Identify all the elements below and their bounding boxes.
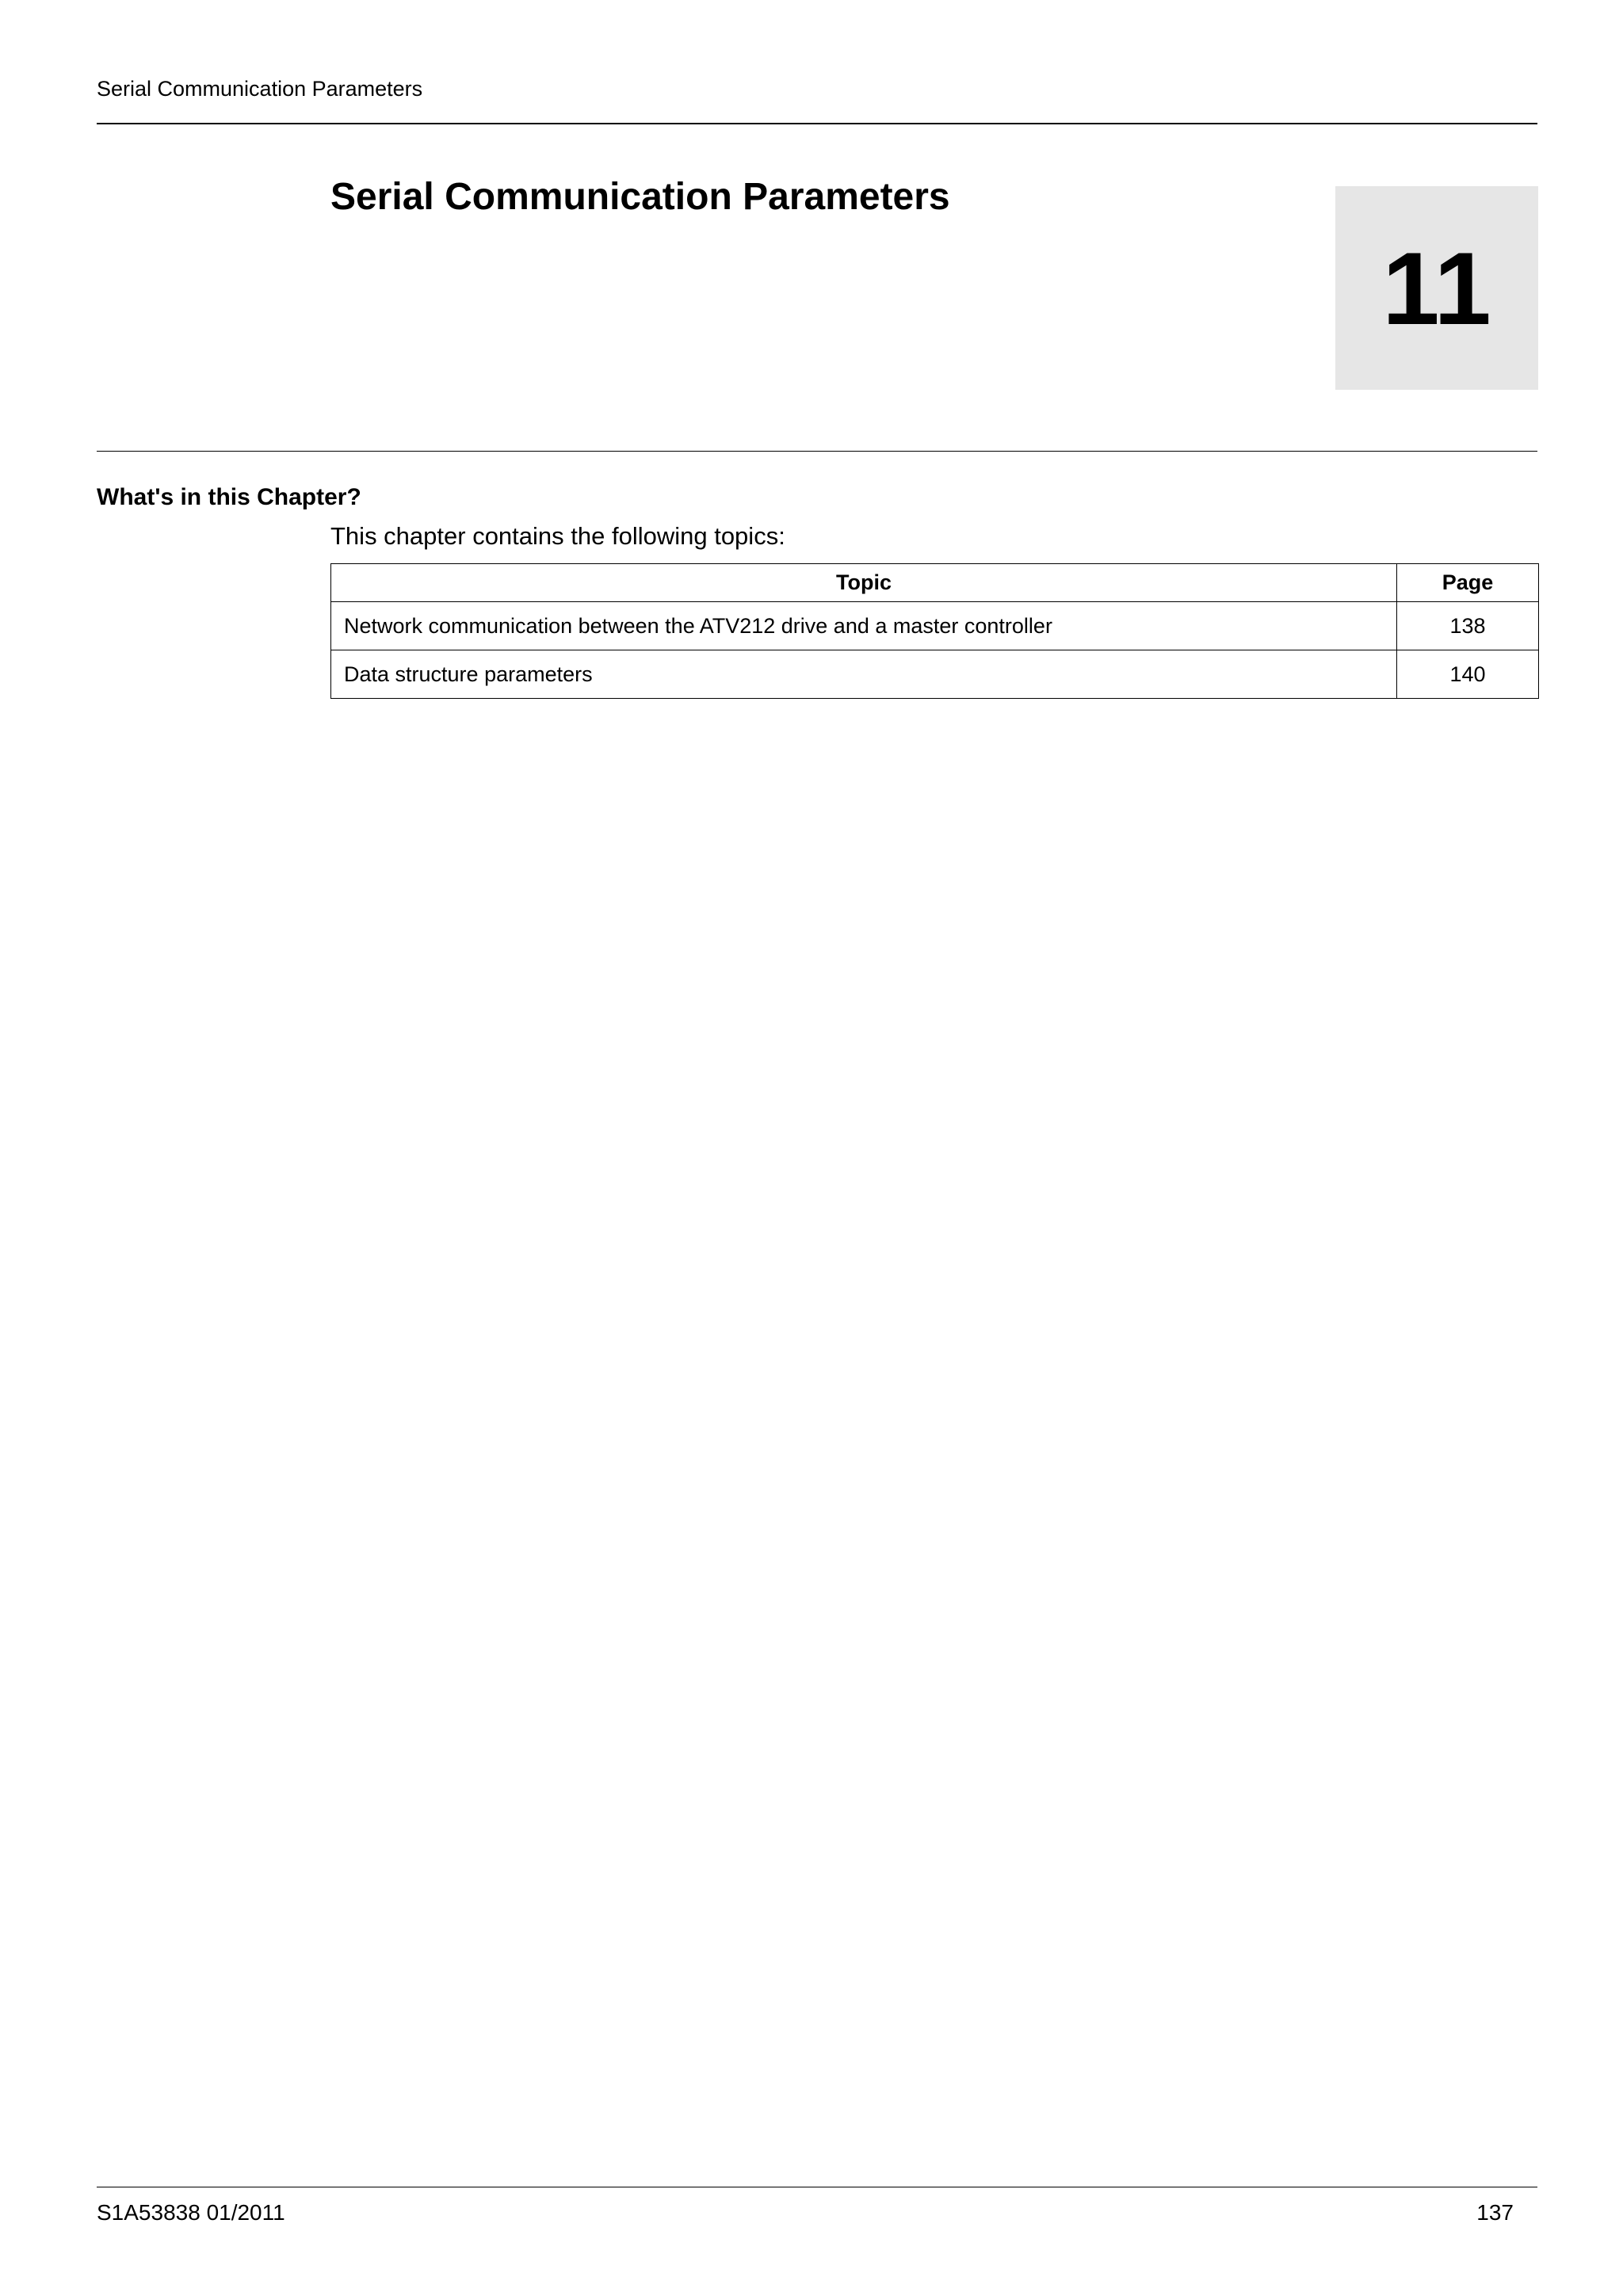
footer-page-number: 137	[1476, 2200, 1514, 2225]
topic-cell: Network communication between the ATV212 drive and a master controller	[331, 602, 1397, 650]
topic-cell: Data structure parameters	[331, 650, 1397, 699]
page-column-header: Page	[1397, 564, 1539, 602]
table-row	[331, 602, 1539, 650]
page-cell: 140	[1397, 650, 1539, 699]
running-header: Serial Communication Parameters	[97, 77, 423, 101]
table-header-row	[331, 564, 1539, 602]
footer-doc-reference: S1A53838 01/2011	[97, 2200, 285, 2225]
chapter-title: Serial Communication Parameters	[330, 176, 950, 218]
section-divider	[97, 451, 1537, 452]
chapter-number: 11	[1382, 230, 1491, 346]
section-intro: This chapter contains the following topics:	[330, 522, 785, 550]
section-heading: What's in this Chapter?	[97, 484, 361, 510]
topics-table	[330, 563, 1539, 699]
page-cell: 138	[1397, 602, 1539, 650]
table-row	[331, 650, 1539, 699]
topic-column-header: Topic	[331, 564, 1397, 602]
chapter-number-box	[1335, 186, 1538, 390]
header-divider	[97, 123, 1537, 124]
